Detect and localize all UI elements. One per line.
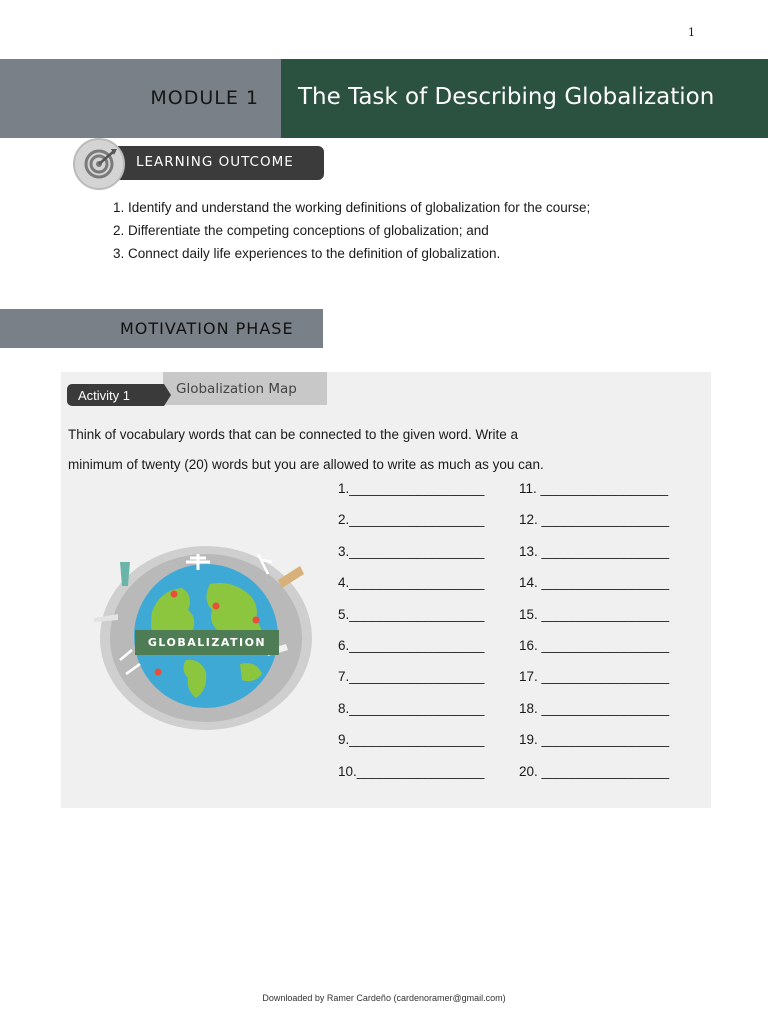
answer-blank[interactable]: 4.__________________ [338, 575, 485, 591]
answer-blank[interactable]: 5.__________________ [338, 606, 485, 622]
answer-blank[interactable]: 12. _________________ [519, 512, 670, 528]
answer-blank[interactable]: 15. _________________ [519, 606, 670, 622]
answer-blank[interactable]: 10._________________ [338, 763, 485, 779]
answer-blank[interactable]: 17. _________________ [519, 669, 670, 685]
target-icon [73, 138, 125, 190]
activity-instructions [68, 420, 688, 480]
answer-blank[interactable]: 1.__________________ [338, 481, 485, 496]
answer-blank[interactable]: 18. _________________ [519, 700, 670, 716]
instruction-line: Think of vocabulary words that can be connected to the given word. Write a [68, 427, 518, 442]
motivation-phase-heading [0, 309, 323, 348]
outcome-item: 2. Differentiate the competing conceptions of globalization; and [113, 223, 489, 238]
answer-blank[interactable]: 14. _________________ [519, 575, 670, 591]
module-title: The Task of Describing Globalization [298, 84, 715, 110]
answer-blank[interactable]: 2.__________________ [338, 512, 485, 528]
outcome-item: 1. Identify and understand the working definitions of globalization for the course; [113, 200, 591, 215]
answer-blank[interactable]: 3.__________________ [338, 543, 485, 559]
module-header [0, 59, 768, 138]
answer-blank[interactable]: 13. _________________ [519, 543, 670, 559]
footer-download-notice: Downloaded by Ramer Cardeño (cardenoramer@gmail.com) [262, 993, 506, 1003]
globalization-illustration [90, 540, 330, 740]
learning-outcome-list [113, 196, 733, 265]
activity-tag [67, 384, 164, 406]
module-title-block [281, 59, 768, 138]
page-number: 1 [688, 26, 695, 39]
motivation-phase-label: MOTIVATION PHASE [120, 319, 294, 338]
outcome-item: 3. Connect daily life experiences to the definition of globalization. [113, 246, 501, 261]
globalization-label: GLOBALIZATION [135, 630, 279, 655]
answer-blank[interactable]: 20. _________________ [519, 763, 670, 779]
module-label: MODULE 1 [150, 87, 259, 109]
instruction-line: minimum of twenty (20) words but you are allowed to write as much as you can. [68, 457, 544, 472]
answer-blank[interactable]: 8.__________________ [338, 700, 485, 716]
learning-outcome-heading [105, 146, 324, 180]
answer-blank[interactable]: 16. _________________ [519, 637, 670, 653]
answer-blanks-right [519, 481, 669, 795]
learning-outcome-label: LEARNING OUTCOME [136, 154, 294, 170]
answer-blanks-left [338, 481, 484, 795]
answer-blank[interactable]: 9.__________________ [338, 732, 485, 748]
answer-blank[interactable]: 11. _________________ [519, 481, 669, 496]
activity-title: Globalization Map [176, 381, 297, 397]
answer-blank[interactable]: 19. _________________ [519, 732, 670, 748]
module-label-block [0, 59, 281, 138]
activity-tag-label: Activity 1 [78, 388, 131, 403]
activity-title-tab [163, 372, 327, 405]
answer-blank[interactable]: 7.__________________ [338, 669, 485, 685]
answer-blank[interactable]: 6.__________________ [338, 637, 485, 653]
